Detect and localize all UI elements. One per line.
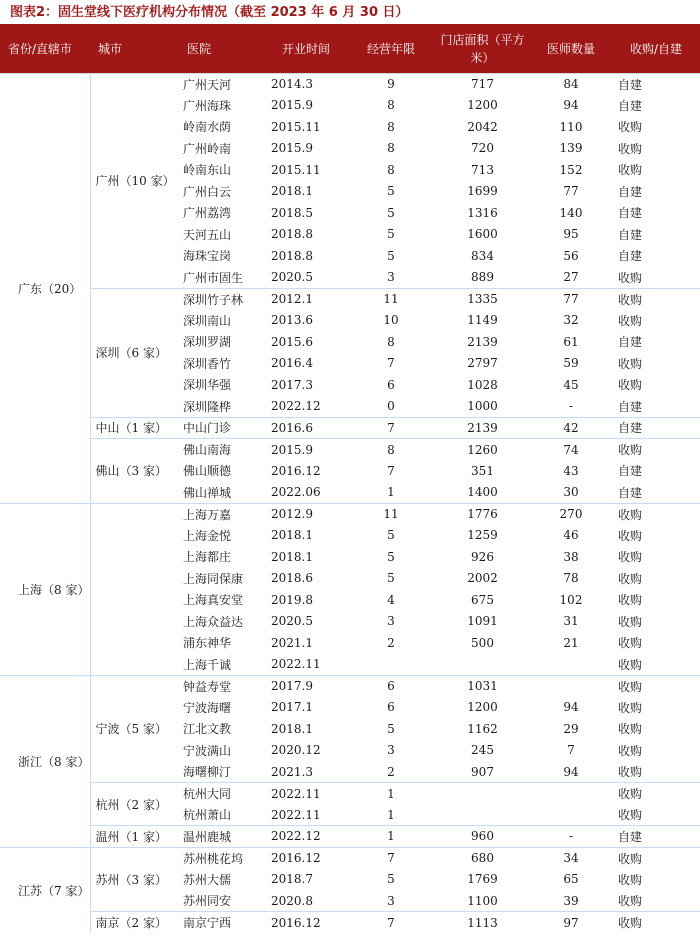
mode-cell: 收购 [618, 528, 643, 543]
opened-cell: 2022.12 [265, 826, 347, 848]
hospital-cell: 佛山顺德 [183, 464, 232, 479]
years-cell: 3 [387, 270, 395, 284]
mode-cell: 收购 [618, 614, 643, 629]
mode-cell: 收购 [612, 503, 700, 525]
mode-cell: 收购 [618, 872, 643, 887]
area-cell: 675 [471, 592, 494, 607]
opened-cell: 2013.6 [271, 313, 313, 328]
area-cell: 713 [471, 162, 494, 177]
years-cell: 7 [347, 417, 435, 439]
city-cell: 中山（1 家） [90, 417, 179, 439]
opened-cell: 2018.1 [271, 721, 313, 736]
years-cell: 5 [387, 571, 395, 586]
hospital-cell: 海曙柳汀 [183, 765, 232, 779]
hospital-cell: 苏州大儒 [183, 872, 232, 887]
years-cell: 5 [387, 549, 395, 564]
mode-cell: 自建 [618, 335, 643, 350]
opened-cell: 2021.3 [271, 764, 313, 779]
mode-cell: 收购 [618, 141, 643, 156]
area-cell: 2002 [467, 571, 498, 586]
doctors-cell [530, 654, 612, 676]
area-cell: 889 [471, 270, 494, 284]
hospital-cell: 上海众益达 [183, 614, 244, 629]
years-cell: 5 [387, 248, 395, 263]
doctors-cell: 29 [563, 721, 579, 736]
doctors-cell: 74 [530, 439, 612, 461]
opened-cell: 2015.11 [271, 119, 321, 134]
opened-cell: 2015.6 [271, 334, 313, 349]
opened-cell: 2012.9 [265, 503, 347, 525]
years-cell: 11 [347, 288, 435, 310]
header-doctors: 医师数量 [530, 26, 612, 73]
mode-cell: 收购 [618, 722, 643, 737]
header-row [0, 26, 700, 73]
area-cell: 926 [471, 549, 494, 564]
city-cell: 广州（10 家） [90, 73, 179, 288]
doctors-cell: 39 [563, 893, 579, 908]
doctors-cell: 78 [563, 571, 579, 586]
hospital-cell: 江北文教 [183, 722, 232, 737]
mode-cell: 收购 [618, 356, 643, 371]
doctors-cell: 21 [563, 635, 579, 650]
opened-cell: 2015.9 [271, 98, 313, 113]
opened-cell: 2015.9 [271, 141, 313, 156]
doctors-cell: 34 [530, 847, 612, 869]
years-cell: 1 [347, 826, 435, 848]
years-cell: 5 [387, 872, 395, 887]
opened-cell: 2018.1 [271, 528, 313, 543]
area-cell: 1162 [467, 721, 498, 736]
hospital-cell: 温州鹿城 [179, 826, 265, 848]
hospital-cell: 深圳华强 [183, 378, 232, 393]
years-cell: 8 [387, 98, 395, 113]
years-cell: 6 [347, 675, 435, 697]
area-cell: 1260 [435, 439, 530, 461]
opened-cell: 2020.5 [271, 614, 313, 629]
years-cell: 8 [387, 162, 395, 177]
hospital-cell: 上海万嘉 [179, 503, 265, 525]
province-cell: 广东（20） [0, 73, 90, 503]
years-cell: 3 [387, 893, 395, 908]
opened-cell: 2017.1 [271, 700, 313, 715]
area-cell: 720 [471, 141, 494, 156]
years-cell: 2 [387, 635, 395, 650]
mode-cell: 收购 [618, 593, 643, 608]
years-cell: 7 [387, 463, 395, 478]
doctors-cell: 31 [563, 614, 579, 629]
area-cell: 1031 [435, 675, 530, 697]
hospital-cell: 广州天河 [179, 73, 265, 95]
doctors-cell: 140 [559, 205, 583, 220]
mode-cell: 收购 [618, 120, 643, 135]
doctors-cell: - [568, 399, 574, 413]
hospital-cell: 天河五山 [183, 227, 232, 242]
doctors-cell [530, 804, 612, 826]
hospital-cell: 深圳南山 [183, 313, 232, 328]
area-cell [435, 654, 530, 676]
province-cell: 浙江（8 家） [0, 675, 90, 847]
opened-cell: 2018.8 [271, 248, 313, 263]
doctors-cell: 32 [563, 313, 579, 328]
doctors-cell: 30 [563, 485, 579, 499]
doctors-cell: 38 [563, 549, 579, 564]
opened-cell: 2022.12 [271, 399, 321, 413]
hospital-cell: 南京宁西 [179, 912, 265, 934]
mode-cell: 收购 [618, 808, 643, 822]
years-cell: 7 [347, 847, 435, 869]
table-body [0, 73, 700, 933]
hospital-cell: 杭州萧山 [183, 808, 232, 822]
opened-cell: 2022.06 [271, 485, 321, 499]
area-cell: 351 [471, 463, 494, 478]
years-cell: 8 [387, 334, 395, 349]
opened-cell: 2018.6 [271, 571, 313, 586]
mode-cell: 自建 [618, 464, 643, 479]
hospital-cell: 钟益寿堂 [179, 675, 265, 697]
doctors-cell: 45 [563, 377, 579, 392]
area-cell: 500 [471, 635, 494, 650]
years-cell: 7 [387, 356, 395, 371]
years-cell: 5 [387, 721, 395, 736]
mode-cell: 收购 [618, 743, 643, 758]
hospital-cell: 浦东神华 [183, 636, 232, 651]
city-cell: 佛山（3 家） [90, 439, 179, 504]
mode-cell: 收购 [618, 550, 643, 565]
hospital-cell: 宁波海曙 [183, 700, 232, 715]
years-cell: 1 [347, 783, 435, 805]
mode-cell: 自建 [612, 417, 700, 439]
hospital-cell: 上海千诚 [183, 657, 232, 672]
hospital-cell: 上海金悦 [183, 528, 232, 543]
opened-cell: 2017.9 [265, 675, 347, 697]
mode-cell: 收购 [618, 894, 643, 908]
header-area: 门店面积（平方米） [435, 26, 530, 73]
area-cell: 834 [471, 248, 494, 263]
opened-cell: 2018.5 [271, 205, 313, 220]
doctors-cell: 7 [567, 743, 575, 758]
hospital-cell: 广州岭南 [183, 141, 232, 156]
doctors-cell: 97 [530, 912, 612, 934]
doctors-cell: 42 [530, 417, 612, 439]
hospital-cell: 宁波满山 [183, 743, 232, 758]
area-cell: 680 [435, 847, 530, 869]
opened-cell: 2017.3 [271, 377, 313, 392]
years-cell: 4 [387, 592, 395, 607]
years-cell: 3 [387, 743, 395, 758]
doctors-cell: 61 [563, 334, 579, 349]
opened-cell: 2022.11 [265, 783, 347, 805]
hospital-cell: 海珠宝岗 [183, 249, 232, 264]
hospital-cell: 深圳罗湖 [183, 335, 232, 350]
doctors-cell [530, 675, 612, 697]
years-cell: 1 [387, 485, 395, 499]
header-mode: 收购/自建 [612, 26, 700, 73]
years-cell: 8 [387, 141, 395, 156]
doctors-cell: 270 [530, 503, 612, 525]
hospital-cell: 广州海珠 [183, 98, 232, 113]
area-cell: 907 [471, 764, 494, 779]
area-cell: 1028 [467, 377, 498, 392]
clinic-distribution-table [0, 26, 700, 933]
mode-cell: 收购 [618, 657, 643, 672]
mode-cell: 自建 [612, 826, 700, 848]
doctors-cell: 65 [563, 872, 579, 887]
doctors-cell: 94 [563, 700, 579, 715]
doctors-cell: 77 [530, 288, 612, 310]
mode-cell: 自建 [618, 249, 643, 264]
area-cell: 1335 [435, 288, 530, 310]
header-hospital: 医院 [179, 26, 265, 73]
doctors-cell: 139 [559, 141, 583, 156]
mode-cell: 收购 [618, 270, 643, 285]
mode-cell: 自建 [612, 73, 700, 95]
doctors-cell: 152 [559, 162, 583, 177]
area-cell: 1091 [467, 614, 498, 629]
doctors-cell [530, 783, 612, 805]
hospital-cell: 深圳竹子林 [179, 288, 265, 310]
opened-cell: 2022.11 [271, 807, 321, 822]
years-cell: 10 [383, 313, 399, 328]
table-row [0, 847, 700, 869]
area-cell: 2139 [435, 417, 530, 439]
doctors-cell: 95 [563, 227, 579, 242]
mode-cell: 自建 [618, 399, 643, 414]
area-cell [435, 804, 530, 826]
mode-cell: 收购 [618, 571, 643, 586]
mode-cell: 收购 [618, 700, 643, 715]
years-cell: 9 [347, 73, 435, 95]
doctors-cell: 59 [563, 356, 579, 371]
table-row [0, 439, 700, 461]
area-cell: 1259 [467, 528, 498, 543]
years-cell: 3 [387, 614, 395, 629]
header-city: 城市 [90, 26, 179, 73]
years-cell [347, 654, 435, 676]
opened-cell: 2015.9 [265, 439, 347, 461]
opened-cell: 2021.1 [271, 635, 313, 650]
doctors-cell: 110 [559, 119, 583, 134]
area-cell: 2139 [467, 334, 498, 349]
table-row [0, 503, 700, 525]
city-cell: 深圳（6 家） [90, 288, 179, 417]
doctors-cell: 27 [563, 270, 579, 284]
opened-cell: 2016.4 [271, 356, 313, 371]
opened-cell: 2018.1 [271, 184, 313, 199]
mode-cell: 收购 [612, 288, 700, 310]
years-cell: 11 [347, 503, 435, 525]
province-cell: 江苏（7 家） [0, 847, 90, 933]
province-cell: 上海（8 家） [0, 503, 90, 675]
opened-cell: 2015.11 [271, 162, 321, 177]
hospital-cell: 岭南东山 [183, 163, 232, 178]
opened-cell: 2016.12 [265, 912, 347, 934]
years-cell: 1 [387, 807, 395, 822]
years-cell: 8 [387, 119, 395, 134]
hospital-cell: 苏州同安 [183, 894, 232, 908]
years-cell: 6 [387, 377, 395, 392]
area-cell: 1200 [467, 98, 498, 113]
years-cell: 5 [387, 184, 395, 199]
doctors-cell: - [530, 826, 612, 848]
doctors-cell: 84 [530, 73, 612, 95]
mode-cell: 自建 [618, 98, 643, 113]
opened-cell: 2012.1 [265, 288, 347, 310]
opened-cell: 2016.6 [265, 417, 347, 439]
opened-cell: 2014.3 [265, 73, 347, 95]
doctors-cell: 94 [563, 98, 579, 113]
city-cell: 温州（1 家） [90, 826, 179, 848]
area-cell: 245 [471, 743, 494, 758]
opened-cell: 2018.7 [271, 872, 313, 887]
mode-cell: 自建 [618, 184, 643, 199]
mode-cell: 收购 [618, 765, 643, 779]
hospital-cell: 佛山南海 [179, 439, 265, 461]
hospital-cell: 中山门诊 [179, 417, 265, 439]
hospital-cell: 苏州桃花坞 [179, 847, 265, 869]
doctors-cell: 56 [563, 248, 579, 263]
city-cell: 南京（2 家） [90, 912, 179, 934]
mode-cell: 收购 [618, 163, 643, 178]
table-row [0, 912, 700, 934]
table-row [0, 826, 700, 848]
years-cell: 7 [347, 912, 435, 934]
hospital-cell: 深圳香竹 [183, 356, 232, 371]
years-cell: 8 [347, 439, 435, 461]
mode-cell: 收购 [612, 439, 700, 461]
opened-cell: 2018.1 [271, 549, 313, 564]
mode-cell: 收购 [618, 313, 643, 328]
table-row [0, 417, 700, 439]
hospital-cell: 广州市固生 [183, 270, 244, 285]
years-cell: 6 [387, 700, 395, 715]
area-cell: 1113 [435, 912, 530, 934]
opened-cell: 2020.5 [271, 270, 313, 284]
hospital-cell: 广州荔湾 [183, 206, 232, 221]
years-cell: 5 [387, 227, 395, 242]
doctors-cell: 46 [563, 528, 579, 543]
hospital-cell: 深圳隆桦 [183, 399, 232, 414]
opened-cell: 2018.8 [271, 227, 313, 242]
mode-cell: 自建 [618, 485, 643, 500]
area-cell: 1316 [467, 205, 498, 220]
doctors-cell: 43 [563, 463, 579, 478]
mode-cell: 自建 [618, 206, 643, 221]
years-cell: 5 [387, 205, 395, 220]
doctors-cell: 77 [563, 184, 579, 199]
hospital-cell: 广州白云 [183, 184, 232, 199]
city-cell: 宁波（5 家） [90, 675, 179, 783]
years-cell: 5 [387, 528, 395, 543]
area-cell: 1699 [467, 184, 498, 199]
hospital-cell: 上海真安堂 [183, 593, 244, 608]
opened-cell: 2020.12 [271, 743, 321, 758]
area-cell: 2797 [467, 356, 498, 371]
area-cell: 1769 [467, 872, 498, 887]
area-cell [435, 783, 530, 805]
hospital-cell: 上海都庄 [183, 550, 232, 565]
opened-cell: 2022.11 [271, 657, 321, 671]
doctors-cell: 94 [563, 764, 579, 779]
opened-cell: 2016.12 [265, 847, 347, 869]
mode-cell: 收购 [612, 783, 700, 805]
area-cell: 2042 [467, 119, 498, 134]
area-cell: 1000 [467, 399, 498, 413]
table-row [0, 288, 700, 310]
table-row [0, 783, 700, 805]
area-cell: 1400 [467, 485, 498, 499]
mode-cell: 收购 [612, 912, 700, 934]
area-cell: 1600 [467, 227, 498, 242]
city-cell: 杭州（2 家） [90, 783, 179, 826]
mode-cell: 收购 [612, 847, 700, 869]
header-years: 经营年限 [347, 26, 435, 73]
hospital-cell: 杭州大同 [179, 783, 265, 805]
table-row [0, 73, 700, 95]
table-caption: 图表2：固生堂线下医疗机构分布情况（截至 2023 年 6 月 30 日） [0, 0, 700, 26]
opened-cell: 2020.8 [271, 893, 313, 908]
header-province: 省份/直辖市 [0, 26, 90, 73]
mode-cell: 收购 [612, 675, 700, 697]
area-cell: 960 [435, 826, 530, 848]
city-cell [90, 503, 179, 675]
hospital-cell: 岭南水荫 [183, 120, 232, 135]
table-row [0, 675, 700, 697]
years-cell: 2 [387, 764, 395, 779]
area-cell: 717 [435, 73, 530, 95]
city-cell: 苏州（3 家） [90, 847, 179, 912]
hospital-cell: 上海同保康 [183, 571, 244, 586]
opened-cell: 2016.12 [271, 463, 321, 478]
hospital-cell: 佛山禅城 [183, 485, 232, 500]
area-cell: 1100 [467, 893, 498, 908]
area-cell: 1149 [467, 313, 498, 328]
header-opened: 开业时间 [265, 26, 347, 73]
mode-cell: 收购 [618, 636, 643, 651]
opened-cell: 2019.8 [271, 592, 313, 607]
area-cell: 1200 [467, 700, 498, 715]
mode-cell: 自建 [618, 227, 643, 242]
years-cell: 0 [387, 399, 395, 413]
doctors-cell: 102 [559, 592, 583, 607]
area-cell: 1776 [435, 503, 530, 525]
mode-cell: 收购 [618, 378, 643, 393]
